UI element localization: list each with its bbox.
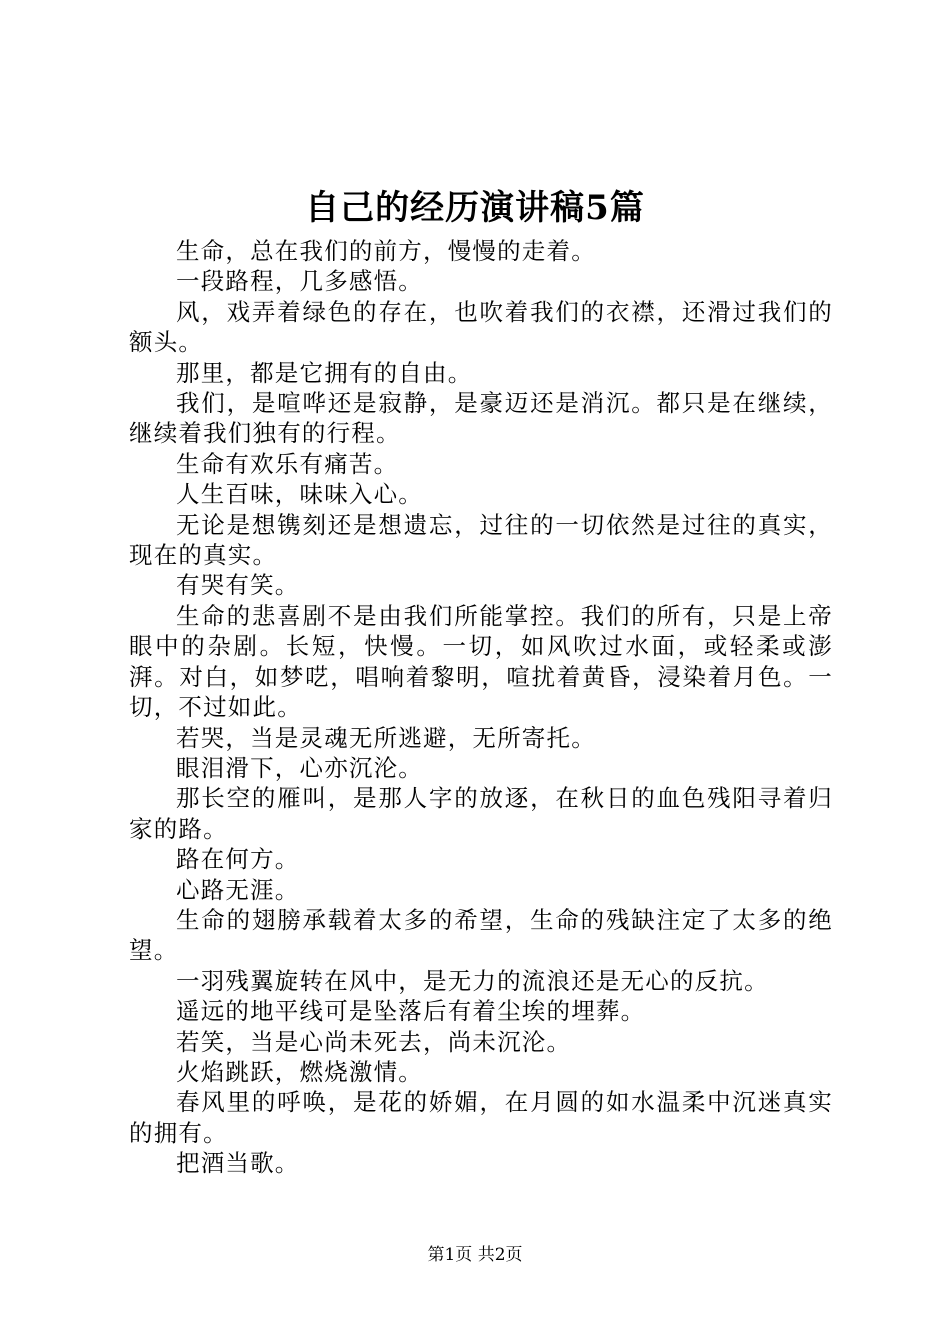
paragraph: 若哭，当是灵魂无所逃避，无所寄托。: [176, 723, 596, 752]
paragraph: 心路无涯。: [176, 875, 300, 904]
document-title: 自己的经历演讲稿5篇: [305, 188, 645, 228]
paragraph: 那里，都是它拥有的自由。: [176, 358, 473, 387]
paragraph: 一段路程，几多感悟。: [176, 267, 423, 296]
paragraph: 那长空的雁叫，是那人字的放逐，在秋日的血色残阳寻着归家的路。: [129, 784, 833, 843]
paragraph: 生命的翅膀承载着太多的希望，生命的残缺注定了太多的绝望。: [129, 905, 833, 965]
paragraph: 人生百味，味味入心。: [176, 480, 423, 509]
paragraph: 有哭有笑。: [176, 571, 300, 600]
paragraph: 生命，总在我们的前方，慢慢的走着。: [176, 237, 596, 265]
paragraph: 生命有欢乐有痛苦。: [176, 449, 399, 478]
paragraph: 风，戏弄着绿色的存在，也吹着我们的衣襟，还滑过我们的额头。: [129, 297, 833, 357]
paragraph: 路在何方。: [176, 845, 300, 874]
paragraph: 遥远的地平线可是坠落后有着尘埃的埋葬。: [176, 997, 646, 1026]
paragraph: 一羽残翼旋转在风中，是无力的流浪还是无心的反抗。: [176, 966, 769, 995]
paragraph: 眼泪滑下，心亦沉沦。: [176, 753, 423, 782]
paragraph: 无论是想镌刻还是想遗忘，过往的一切依然是过往的真实，现在的真实。: [129, 510, 833, 570]
paragraph: 把酒当歌。: [176, 1149, 300, 1178]
paragraph: 若笑，当是心尚未死去，尚未沉沦。: [176, 1027, 572, 1056]
page-number-footer: 第1页 共2页: [427, 1245, 523, 1265]
paragraph: 生命的悲喜剧不是由我们所能掌控。我们的所有，只是上帝眼中的杂剧。长短，快慢。一切，如风吹过水面，或轻柔或澎湃。对白，如梦呓，唱响着黎明，喧扰着黄昏，浸染着月色。一切，不过如此。: [129, 601, 833, 722]
paragraph: 春风里的呼唤，是花的娇媚，在月圆的如水温柔中沉迷真实的拥有。: [129, 1088, 833, 1147]
paragraph: 我们，是喧哗还是寂静，是豪迈还是消沉。都只是在继续，继续着我们独有的行程。: [129, 389, 833, 448]
document-body: [129, 236, 833, 1179]
paragraph: 火焰跳跃，燃烧激情。: [176, 1057, 423, 1086]
